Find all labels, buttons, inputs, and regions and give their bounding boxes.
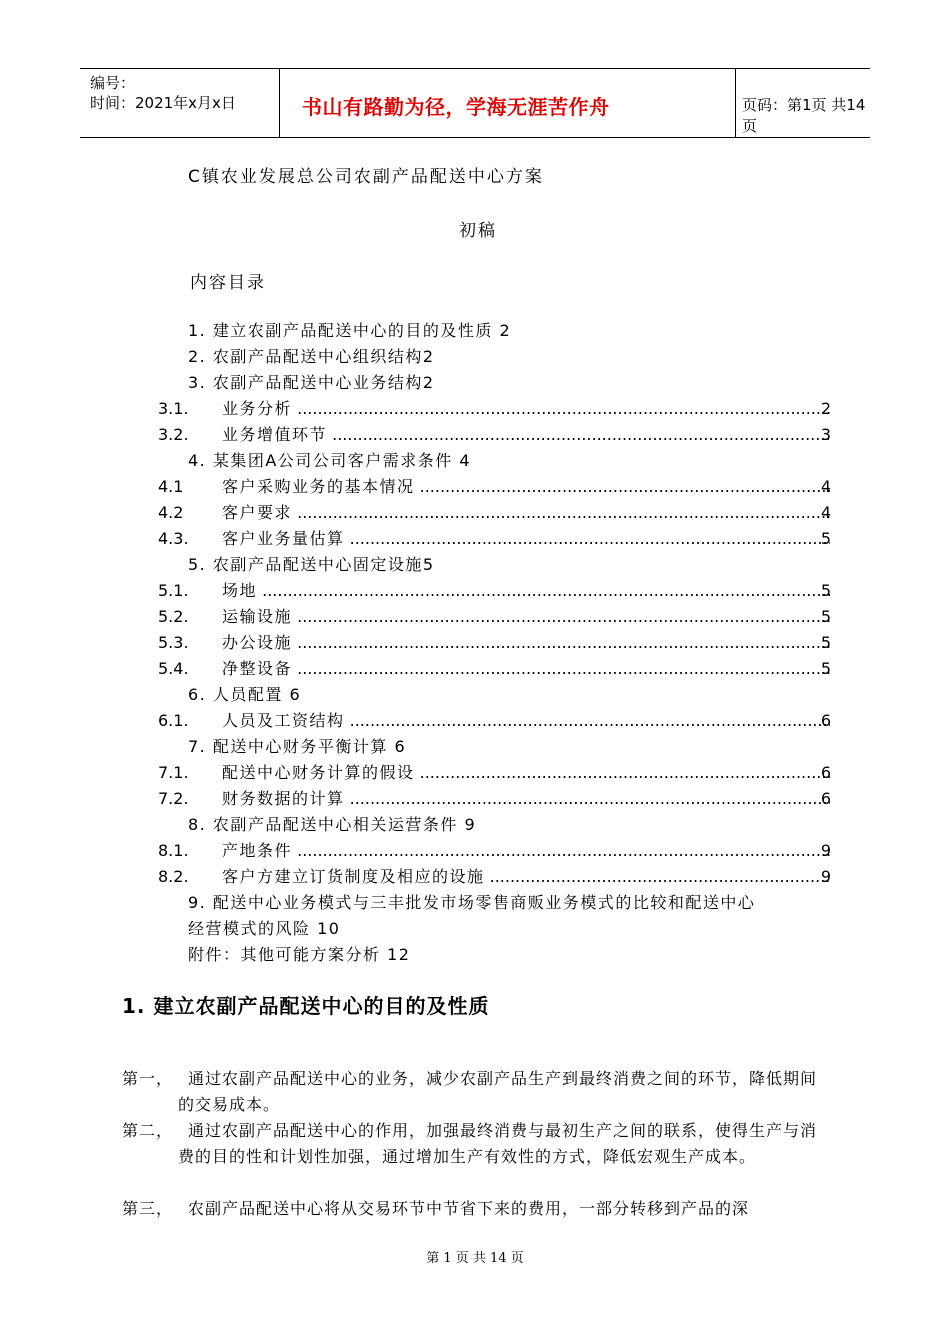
header-meta-cell (80, 69, 280, 137)
header-page-info: 页码：第1页 共14页 (742, 96, 866, 135)
toc-entry[interactable] (0, 474, 950, 500)
toc-entry-text: 4. 某集团A公司公司客户需求条件 4 (188, 451, 472, 470)
toc-entry-page: 9 (820, 867, 831, 886)
toc-entry-text: 业务增值环节 ..... (222, 422, 830, 448)
toc-entry-page: 5 (820, 581, 831, 600)
toc-entry-page: 2 (820, 399, 831, 418)
paragraph-2 (122, 1118, 832, 1170)
paragraph-3 (122, 1196, 832, 1222)
toc-entry-number: 4.2 (158, 503, 184, 522)
toc-entry[interactable] (0, 526, 950, 552)
toc-entry-text: 产地条件 ..... (222, 838, 830, 864)
toc-entry-text: 6. 人员配置 6 (188, 685, 302, 704)
toc-entry[interactable] (0, 370, 950, 396)
toc-entry[interactable] (0, 604, 950, 630)
toc-entry-text: 5. 农副产品配送中心固定设施5 (188, 555, 435, 574)
toc-entry-text: 客户采购业务的基本情况 ..... (222, 474, 830, 500)
toc-entry[interactable] (0, 500, 950, 526)
toc-entry-text: 场地 ..... (222, 578, 830, 604)
toc-entry-text: 附件：其他可能方案分析 12 (188, 945, 411, 964)
toc-entry[interactable] (0, 318, 950, 344)
toc-entry-page: 5 (820, 607, 831, 626)
toc-entry-text: 8. 农副产品配送中心相关运营条件 9 (188, 815, 477, 834)
toc-entry-number: 4.3. (158, 529, 189, 548)
header-page-cell (736, 69, 870, 137)
toc-entry[interactable] (0, 552, 950, 578)
toc-entry-text: 9. 配送中心业务模式与三丰批发市场零售商贩业务模式的比较和配送中心 (188, 893, 756, 912)
toc-entry[interactable] (0, 890, 950, 916)
toc-entry-page: 5 (820, 633, 831, 652)
toc-entry-number: 8.1. (158, 841, 189, 860)
toc-entry[interactable] (0, 422, 950, 448)
draft-label: 初稿 (459, 221, 497, 241)
toc-entry[interactable] (0, 786, 950, 812)
toc-entry[interactable] (0, 396, 950, 422)
toc-entry-page: 4 (820, 477, 831, 496)
toc-entry[interactable] (0, 656, 950, 682)
toc-entry[interactable] (0, 344, 950, 370)
paragraph-text: 通过农副产品配送中心的业务，减少农副产品生产到最终消费之间的环节，降低期间的交易成本。 (178, 1069, 818, 1114)
toc-entry[interactable] (0, 708, 950, 734)
toc-heading: 内容目录 (190, 273, 266, 293)
serial-label: 编号： (90, 74, 136, 92)
toc-entry-text: 运输设施 ..... (222, 604, 830, 630)
toc-entry-number: 3.2. (158, 425, 189, 444)
toc-entry-text: 净整设备 ..... (222, 656, 830, 682)
toc-entry-text: 财务数据的计算 ..... (222, 786, 830, 812)
toc-entry[interactable] (0, 838, 950, 864)
toc-entry-text: 7. 配送中心财务平衡计算 6 (188, 737, 407, 756)
paragraph-label: 第三， (122, 1199, 174, 1218)
toc-entry[interactable] (0, 942, 950, 968)
toc-entry-text: 1. 建立农副产品配送中心的目的及性质 2 (188, 321, 512, 340)
section-heading: 1. 建立农副产品配送中心的目的及性质 (122, 994, 490, 1018)
motto-text: 书山有路勤为径，学海无涯苦作舟 (302, 95, 610, 119)
paragraph-label: 第一， (122, 1069, 174, 1088)
toc-entry[interactable] (0, 864, 950, 890)
toc-entry[interactable] (0, 812, 950, 838)
toc-entry-page: 5 (820, 529, 831, 548)
toc-entry-number: 5.1. (158, 581, 189, 600)
toc-entry-page: 6 (820, 789, 831, 808)
toc-entry[interactable] (0, 448, 950, 474)
toc-entry[interactable] (0, 916, 950, 942)
paragraph-label: 第二， (122, 1121, 174, 1140)
toc-entry-number: 5.4. (158, 659, 189, 678)
toc-entry-page: 3 (820, 425, 831, 444)
toc-entry[interactable] (0, 630, 950, 656)
toc-entry-number: 7.1. (158, 763, 189, 782)
toc-entry-page: 9 (820, 841, 831, 860)
toc-entry-number: 8.2. (158, 867, 189, 886)
toc-entry-text: 人员及工资结构 ..... (222, 708, 830, 734)
toc-entry-number: 7.2. (158, 789, 189, 808)
toc-entry-text: 客户要求 ..... (222, 500, 830, 526)
toc-entry-text: 3. 农副产品配送中心业务结构2 (188, 373, 435, 392)
paragraph-1 (122, 1066, 832, 1118)
toc-entry-page: 6 (820, 763, 831, 782)
toc-entry-text: 业务分析 ..... (222, 396, 830, 422)
page-footer: 第 1 页 共 14 页 (426, 1251, 524, 1266)
toc-entry-text: 经营模式的风险 10 (188, 919, 341, 938)
date-line: 时间：2021年x月x日 (90, 94, 236, 112)
toc-entry-number: 5.2. (158, 607, 189, 626)
header-motto-cell (280, 69, 736, 137)
document-title: C镇农业发展总公司农副产品配送中心方案 (188, 167, 544, 187)
toc-entry[interactable] (0, 578, 950, 604)
toc-entry-number: 6.1. (158, 711, 189, 730)
toc-entry-text: 2. 农副产品配送中心组织结构2 (188, 347, 435, 366)
toc-entry-page: 5 (820, 659, 831, 678)
paragraph-text: 农副产品配送中心将从交易环节中节省下来的费用，一部分转移到产品的深 (188, 1199, 750, 1218)
toc-entry-number: 5.3. (158, 633, 189, 652)
toc-entry-text: 客户方建立订货制度及相应的设施 ..... (222, 864, 830, 890)
page-header (80, 68, 870, 138)
toc-entry[interactable] (0, 734, 950, 760)
toc-entry-page: 4 (820, 503, 831, 522)
toc-entry-number: 4.1 (158, 477, 184, 496)
toc-entry-page: 6 (820, 711, 831, 730)
toc-entry[interactable] (0, 760, 950, 786)
paragraph-text: 通过农副产品配送中心的作用，加强最终消费与最初生产之间的联系，使得生产与消费的目的性和计划性加强，通过增加生产有效性的方式，降低宏观生产成本。 (178, 1121, 818, 1166)
toc-entry[interactable] (0, 682, 950, 708)
toc-entry-number: 3.1. (158, 399, 189, 418)
toc-entry-text: 办公设施 ..... (222, 630, 830, 656)
toc-entry-text: 客户业务量估算 ..... (222, 526, 830, 552)
toc-entry-text: 配送中心财务计算的假设 ..... (222, 760, 830, 786)
